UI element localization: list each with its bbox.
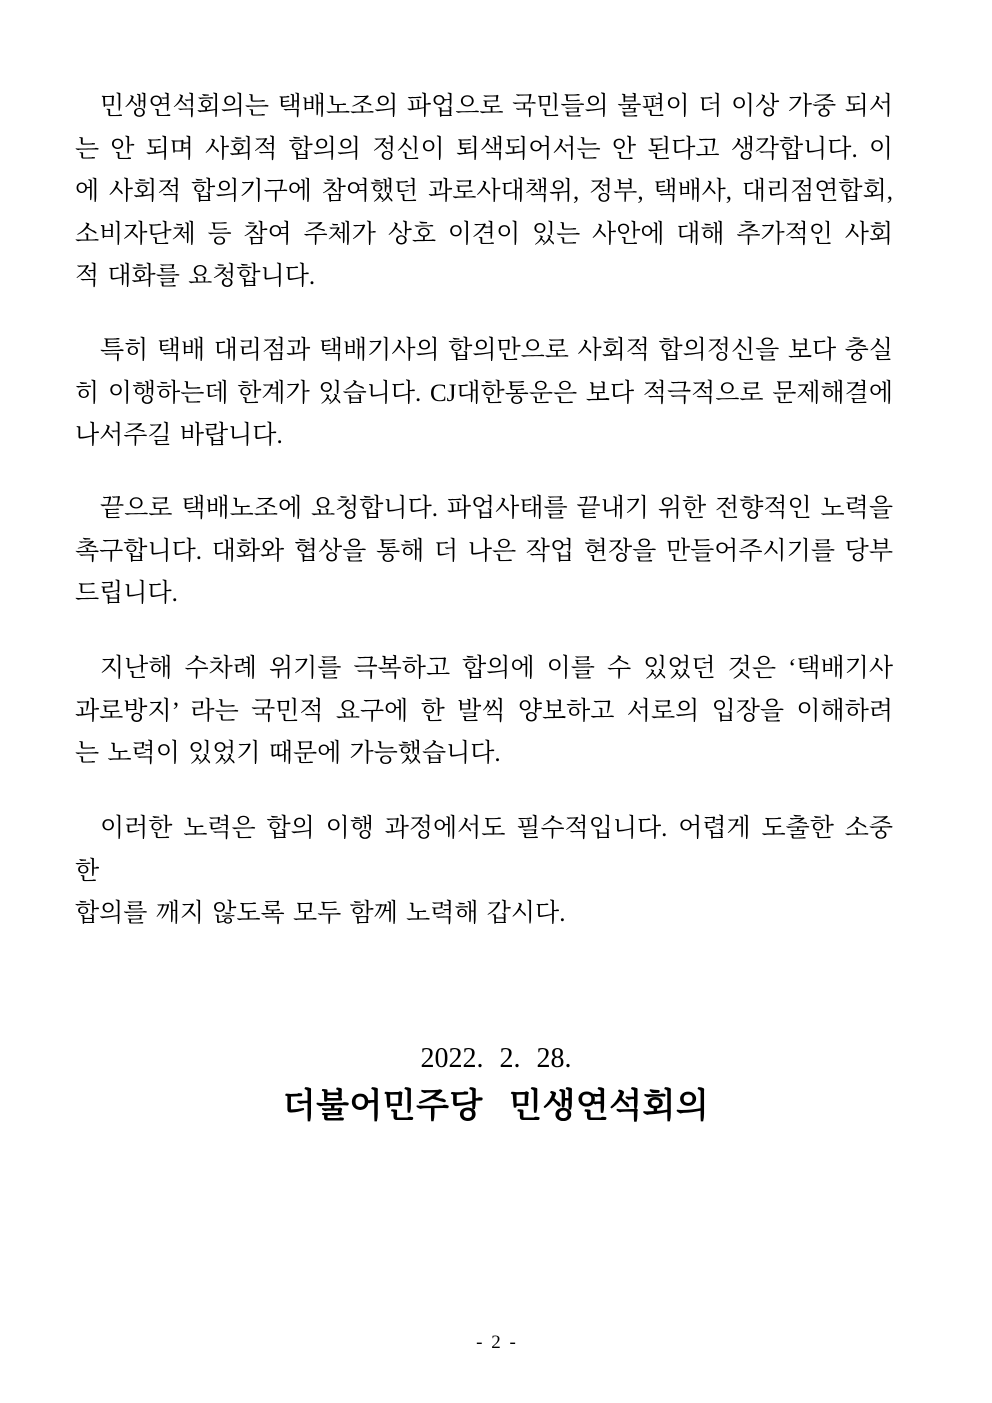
text-line: 끝으로 택배노조에 요청합니다. 파업사태를 끝내기 위한 전향적인 노력을	[100, 495, 893, 522]
text-line: 지난해 수차례 위기를 극복하고 합의에 이를 수 있었던 것은 ‘택배기사	[100, 655, 893, 682]
text-line: 특히 택배 대리점과 택배기사의 합의만으로 사회적 합의정신을 보다 충실	[100, 337, 893, 364]
paragraph	[75, 86, 893, 299]
text-line: 소비자단체 등 참여 주체가 상호 이견이 있는 사안에 대해 추가적인 사회	[75, 220, 893, 248]
paragraph	[75, 808, 893, 936]
text-line: 적 대화를 요청합니다.	[75, 263, 316, 290]
text-line: 는 노력이 있었기 때문에 가능했습니다.	[75, 740, 501, 767]
text-line: 과로방지’ 라는 국민적 요구에 한 발씩 양보하고 서로의 입장을 이해하려	[75, 697, 893, 725]
text-line: 에 사회적 합의기구에 참여했던 과로사대책위, 정부, 택배사, 대리점연합회,	[75, 178, 893, 205]
date-line: 2022. 2. 28.	[420, 1043, 572, 1074]
text-line: 히 이행하는데 한계가 있습니다. CJ대한통운은 보다 적극적으로 문제해결에	[75, 379, 893, 407]
paragraph	[75, 648, 893, 776]
text-line: 이러한 노력은 합의 이행 과정에서도 필수적입니다. 어렵게 도출한 소중한	[75, 815, 893, 885]
text-line: 합의를 깨지 않도록 모두 함께 노력해 갑시다.	[75, 900, 566, 927]
page-number: - 2 -	[476, 1332, 516, 1353]
paragraph	[75, 330, 893, 458]
signature-line: 더불어민주당 민생연석회의	[282, 1086, 710, 1126]
text-line: 나서주길 바랍니다.	[75, 422, 283, 449]
text-line: 민생연석회의는 택배노조의 파업으로 국민들의 불편이 더 이상 가중 되서	[100, 93, 893, 120]
text-line: 드립니다.	[75, 580, 178, 607]
text-line: 촉구합니다. 대화와 협상을 통해 더 나은 작업 현장을 만들어주시기를 당부	[75, 537, 893, 565]
text-line: 는 안 되며 사회적 합의의 정신이 퇴색되어서는 안 된다고 생각합니다. 이	[75, 135, 893, 163]
paragraph	[75, 488, 893, 616]
